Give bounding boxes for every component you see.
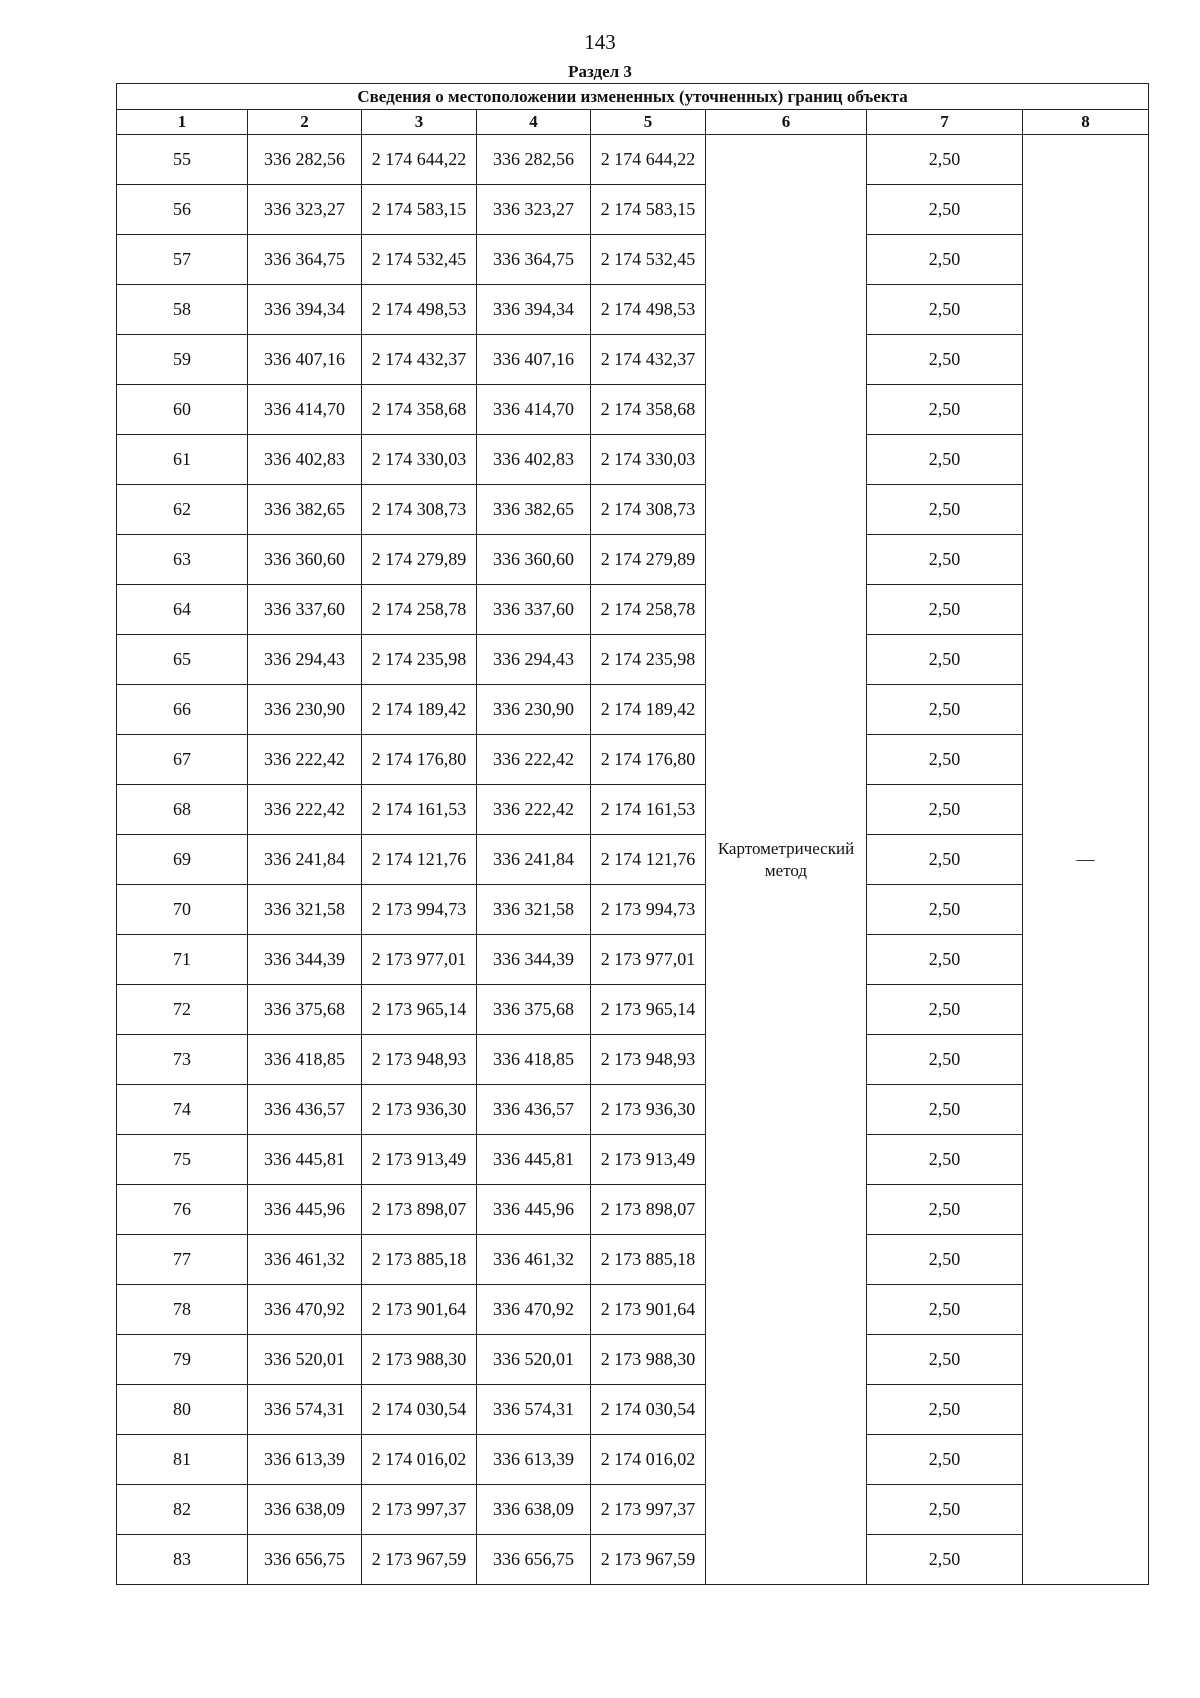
column-number: 6: [706, 110, 867, 135]
existing-y-cell: 2 173 977,01: [362, 935, 477, 985]
accuracy-cell: 2,50: [867, 1035, 1023, 1085]
point-number-cell: 73: [117, 1035, 248, 1085]
point-number-cell: 56: [117, 185, 248, 235]
existing-y-cell: 2 173 997,37: [362, 1485, 477, 1535]
column-number: 3: [362, 110, 477, 135]
existing-x-cell: 336 638,09: [248, 1485, 362, 1535]
accuracy-cell: 2,50: [867, 1185, 1023, 1235]
existing-y-cell: 2 174 161,53: [362, 785, 477, 835]
existing-y-cell: 2 174 644,22: [362, 135, 477, 185]
refined-y-cell: 2 174 432,37: [591, 335, 706, 385]
existing-y-cell: 2 174 030,54: [362, 1385, 477, 1435]
point-number-cell: 60: [117, 385, 248, 435]
accuracy-cell: 2,50: [867, 1385, 1023, 1435]
table-row: [117, 335, 1149, 385]
refined-x-cell: 336 337,60: [477, 585, 591, 635]
table-row: [117, 535, 1149, 585]
accuracy-cell: 2,50: [867, 1535, 1023, 1585]
refined-y-cell: 2 173 913,49: [591, 1135, 706, 1185]
accuracy-cell: 2,50: [867, 885, 1023, 935]
refined-y-cell: 2 174 498,53: [591, 285, 706, 335]
existing-y-cell: 2 174 258,78: [362, 585, 477, 635]
refined-x-cell: 336 323,27: [477, 185, 591, 235]
existing-x-cell: 336 230,90: [248, 685, 362, 735]
refined-y-cell: 2 173 965,14: [591, 985, 706, 1035]
column-number: 1: [117, 110, 248, 135]
page-number: 143: [584, 30, 616, 54]
existing-x-cell: 336 574,31: [248, 1385, 362, 1435]
refined-x-cell: 336 613,39: [477, 1435, 591, 1485]
accuracy-cell: 2,50: [867, 935, 1023, 985]
existing-x-cell: 336 613,39: [248, 1435, 362, 1485]
refined-y-cell: 2 174 189,42: [591, 685, 706, 735]
point-number-cell: 80: [117, 1385, 248, 1435]
existing-y-cell: 2 173 965,14: [362, 985, 477, 1035]
accuracy-cell: 2,50: [867, 1335, 1023, 1385]
table-row: [117, 835, 1149, 885]
refined-x-cell: 336 344,39: [477, 935, 591, 985]
point-number-cell: 81: [117, 1435, 248, 1485]
refined-x-cell: 336 364,75: [477, 235, 591, 285]
coordinates-table: [116, 83, 1149, 1585]
existing-y-cell: 2 173 994,73: [362, 885, 477, 935]
existing-x-cell: 336 344,39: [248, 935, 362, 985]
table-row: [117, 1035, 1149, 1085]
existing-y-cell: 2 174 330,03: [362, 435, 477, 485]
table-row: [117, 235, 1149, 285]
point-number-cell: 67: [117, 735, 248, 785]
existing-x-cell: 336 394,34: [248, 285, 362, 335]
existing-x-cell: 336 656,75: [248, 1535, 362, 1585]
existing-y-cell: 2 173 948,93: [362, 1035, 477, 1085]
table-caption-row: [117, 84, 1149, 110]
refined-x-cell: 336 656,75: [477, 1535, 591, 1585]
existing-x-cell: 336 364,75: [248, 235, 362, 285]
existing-x-cell: 336 520,01: [248, 1335, 362, 1385]
column-number: 5: [591, 110, 706, 135]
existing-y-cell: 2 173 936,30: [362, 1085, 477, 1135]
accuracy-cell: 2,50: [867, 785, 1023, 835]
existing-y-cell: 2 174 279,89: [362, 535, 477, 585]
point-number-cell: 82: [117, 1485, 248, 1535]
accuracy-cell: 2,50: [867, 535, 1023, 585]
existing-x-cell: 336 382,65: [248, 485, 362, 535]
existing-x-cell: 336 402,83: [248, 435, 362, 485]
table-row: [117, 185, 1149, 235]
refined-y-cell: 2 174 258,78: [591, 585, 706, 635]
refined-x-cell: 336 402,83: [477, 435, 591, 485]
table-caption: Сведения о местоположении измененных (уточненных) границ объекта: [117, 84, 1149, 110]
accuracy-cell: 2,50: [867, 385, 1023, 435]
point-number-cell: 75: [117, 1135, 248, 1185]
refined-y-cell: 2 174 235,98: [591, 635, 706, 685]
refined-x-cell: 336 294,43: [477, 635, 591, 685]
refined-y-cell: 2 174 358,68: [591, 385, 706, 435]
existing-x-cell: 336 323,27: [248, 185, 362, 235]
point-number-cell: 83: [117, 1535, 248, 1585]
accuracy-cell: 2,50: [867, 435, 1023, 485]
accuracy-cell: 2,50: [867, 585, 1023, 635]
refined-x-cell: 336 321,58: [477, 885, 591, 935]
point-number-cell: 65: [117, 635, 248, 685]
column-number: 7: [867, 110, 1023, 135]
existing-y-cell: 2 173 901,64: [362, 1285, 477, 1335]
refined-y-cell: 2 174 308,73: [591, 485, 706, 535]
table-row: [117, 135, 1149, 185]
existing-x-cell: 336 470,92: [248, 1285, 362, 1335]
accuracy-cell: 2,50: [867, 1085, 1023, 1135]
refined-y-cell: 2 174 644,22: [591, 135, 706, 185]
table-row: [117, 985, 1149, 1035]
existing-x-cell: 336 222,42: [248, 785, 362, 835]
refined-x-cell: 336 407,16: [477, 335, 591, 385]
point-number-cell: 74: [117, 1085, 248, 1135]
table-row: [117, 1135, 1149, 1185]
note-cell: —: [1023, 135, 1149, 1585]
point-number-cell: 64: [117, 585, 248, 635]
accuracy-cell: 2,50: [867, 835, 1023, 885]
refined-x-cell: 336 222,42: [477, 785, 591, 835]
existing-x-cell: 336 294,43: [248, 635, 362, 685]
refined-y-cell: 2 173 901,64: [591, 1285, 706, 1335]
existing-y-cell: 2 174 532,45: [362, 235, 477, 285]
refined-y-cell: 2 173 885,18: [591, 1235, 706, 1285]
refined-y-cell: 2 174 161,53: [591, 785, 706, 835]
refined-x-cell: 336 222,42: [477, 735, 591, 785]
point-number-cell: 57: [117, 235, 248, 285]
refined-y-cell: 2 173 977,01: [591, 935, 706, 985]
accuracy-cell: 2,50: [867, 1285, 1023, 1335]
accuracy-cell: 2,50: [867, 635, 1023, 685]
existing-x-cell: 336 375,68: [248, 985, 362, 1035]
refined-y-cell: 2 174 279,89: [591, 535, 706, 585]
table-row: [117, 1185, 1149, 1235]
table-body: [117, 135, 1149, 1585]
table-row: [117, 1385, 1149, 1435]
column-number: 8: [1023, 110, 1149, 135]
existing-y-cell: 2 174 432,37: [362, 335, 477, 385]
refined-y-cell: 2 173 997,37: [591, 1485, 706, 1535]
accuracy-cell: 2,50: [867, 1485, 1023, 1535]
refined-y-cell: 2 174 016,02: [591, 1435, 706, 1485]
point-number-cell: 77: [117, 1235, 248, 1285]
refined-y-cell: 2 173 988,30: [591, 1335, 706, 1385]
point-number-cell: 72: [117, 985, 248, 1035]
refined-x-cell: 336 574,31: [477, 1385, 591, 1435]
accuracy-cell: 2,50: [867, 335, 1023, 385]
accuracy-cell: 2,50: [867, 685, 1023, 735]
existing-x-cell: 336 337,60: [248, 585, 362, 635]
existing-y-cell: 2 174 189,42: [362, 685, 477, 735]
refined-y-cell: 2 174 121,76: [591, 835, 706, 885]
refined-x-cell: 336 436,57: [477, 1085, 591, 1135]
column-number: 4: [477, 110, 591, 135]
table-row: [117, 285, 1149, 335]
column-number: 2: [248, 110, 362, 135]
table-row: [117, 435, 1149, 485]
existing-x-cell: 336 461,32: [248, 1235, 362, 1285]
refined-y-cell: 2 173 948,93: [591, 1035, 706, 1085]
section-title: Раздел 3: [568, 62, 632, 81]
existing-y-cell: 2 174 583,15: [362, 185, 477, 235]
existing-y-cell: 2 174 016,02: [362, 1435, 477, 1485]
refined-x-cell: 336 445,81: [477, 1135, 591, 1185]
refined-y-cell: 2 174 330,03: [591, 435, 706, 485]
point-number-cell: 55: [117, 135, 248, 185]
existing-x-cell: 336 282,56: [248, 135, 362, 185]
table-row: [117, 1485, 1149, 1535]
table-row: [117, 1335, 1149, 1385]
point-number-cell: 68: [117, 785, 248, 835]
point-number-cell: 76: [117, 1185, 248, 1235]
point-number-cell: 61: [117, 435, 248, 485]
point-number-cell: 79: [117, 1335, 248, 1385]
refined-x-cell: 336 470,92: [477, 1285, 591, 1335]
column-number-row: [117, 110, 1149, 135]
refined-x-cell: 336 241,84: [477, 835, 591, 885]
refined-x-cell: 336 418,85: [477, 1035, 591, 1085]
point-number-cell: 69: [117, 835, 248, 885]
refined-x-cell: 336 394,34: [477, 285, 591, 335]
existing-x-cell: 336 321,58: [248, 885, 362, 935]
table-row: [117, 585, 1149, 635]
refined-x-cell: 336 375,68: [477, 985, 591, 1035]
existing-y-cell: 2 174 358,68: [362, 385, 477, 435]
existing-y-cell: 2 174 235,98: [362, 635, 477, 685]
table-row: [117, 1085, 1149, 1135]
point-number-cell: 66: [117, 685, 248, 735]
refined-x-cell: 336 520,01: [477, 1335, 591, 1385]
table-row: [117, 1535, 1149, 1585]
existing-x-cell: 336 418,85: [248, 1035, 362, 1085]
table-row: [117, 1435, 1149, 1485]
accuracy-cell: 2,50: [867, 235, 1023, 285]
existing-x-cell: 336 436,57: [248, 1085, 362, 1135]
existing-x-cell: 336 414,70: [248, 385, 362, 435]
point-number-cell: 58: [117, 285, 248, 335]
point-number-cell: 59: [117, 335, 248, 385]
method-cell: Картометрический метод: [706, 135, 867, 1585]
refined-y-cell: 2 173 994,73: [591, 885, 706, 935]
existing-y-cell: 2 174 498,53: [362, 285, 477, 335]
point-number-cell: 63: [117, 535, 248, 585]
refined-y-cell: 2 173 936,30: [591, 1085, 706, 1135]
existing-y-cell: 2 174 176,80: [362, 735, 477, 785]
table-row: [117, 1235, 1149, 1285]
refined-y-cell: 2 173 967,59: [591, 1535, 706, 1585]
refined-y-cell: 2 174 532,45: [591, 235, 706, 285]
existing-x-cell: 336 445,81: [248, 1135, 362, 1185]
point-number-cell: 78: [117, 1285, 248, 1335]
refined-x-cell: 336 382,65: [477, 485, 591, 535]
accuracy-cell: 2,50: [867, 185, 1023, 235]
existing-y-cell: 2 173 898,07: [362, 1185, 477, 1235]
accuracy-cell: 2,50: [867, 1435, 1023, 1485]
existing-x-cell: 336 241,84: [248, 835, 362, 885]
refined-x-cell: 336 414,70: [477, 385, 591, 435]
refined-x-cell: 336 445,96: [477, 1185, 591, 1235]
table-row: [117, 785, 1149, 835]
existing-y-cell: 2 173 988,30: [362, 1335, 477, 1385]
point-number-cell: 70: [117, 885, 248, 935]
accuracy-cell: 2,50: [867, 1235, 1023, 1285]
accuracy-cell: 2,50: [867, 985, 1023, 1035]
existing-x-cell: 336 407,16: [248, 335, 362, 385]
existing-x-cell: 336 445,96: [248, 1185, 362, 1235]
accuracy-cell: 2,50: [867, 285, 1023, 335]
refined-x-cell: 336 638,09: [477, 1485, 591, 1535]
existing-y-cell: 2 173 913,49: [362, 1135, 477, 1185]
table-row: [117, 635, 1149, 685]
table-row: [117, 735, 1149, 785]
existing-y-cell: 2 173 885,18: [362, 1235, 477, 1285]
table-row: [117, 885, 1149, 935]
point-number-cell: 62: [117, 485, 248, 535]
refined-x-cell: 336 461,32: [477, 1235, 591, 1285]
refined-x-cell: 336 282,56: [477, 135, 591, 185]
table-row: [117, 1285, 1149, 1335]
refined-y-cell: 2 173 898,07: [591, 1185, 706, 1235]
table-row: [117, 485, 1149, 535]
existing-y-cell: 2 174 308,73: [362, 485, 477, 535]
existing-x-cell: 336 360,60: [248, 535, 362, 585]
point-number-cell: 71: [117, 935, 248, 985]
accuracy-cell: 2,50: [867, 735, 1023, 785]
refined-y-cell: 2 174 030,54: [591, 1385, 706, 1435]
accuracy-cell: 2,50: [867, 485, 1023, 535]
existing-y-cell: 2 173 967,59: [362, 1535, 477, 1585]
refined-x-cell: 336 360,60: [477, 535, 591, 585]
refined-y-cell: 2 174 176,80: [591, 735, 706, 785]
refined-x-cell: 336 230,90: [477, 685, 591, 735]
refined-y-cell: 2 174 583,15: [591, 185, 706, 235]
table-row: [117, 385, 1149, 435]
table-row: [117, 935, 1149, 985]
accuracy-cell: 2,50: [867, 135, 1023, 185]
existing-x-cell: 336 222,42: [248, 735, 362, 785]
accuracy-cell: 2,50: [867, 1135, 1023, 1185]
existing-y-cell: 2 174 121,76: [362, 835, 477, 885]
table-row: [117, 685, 1149, 735]
